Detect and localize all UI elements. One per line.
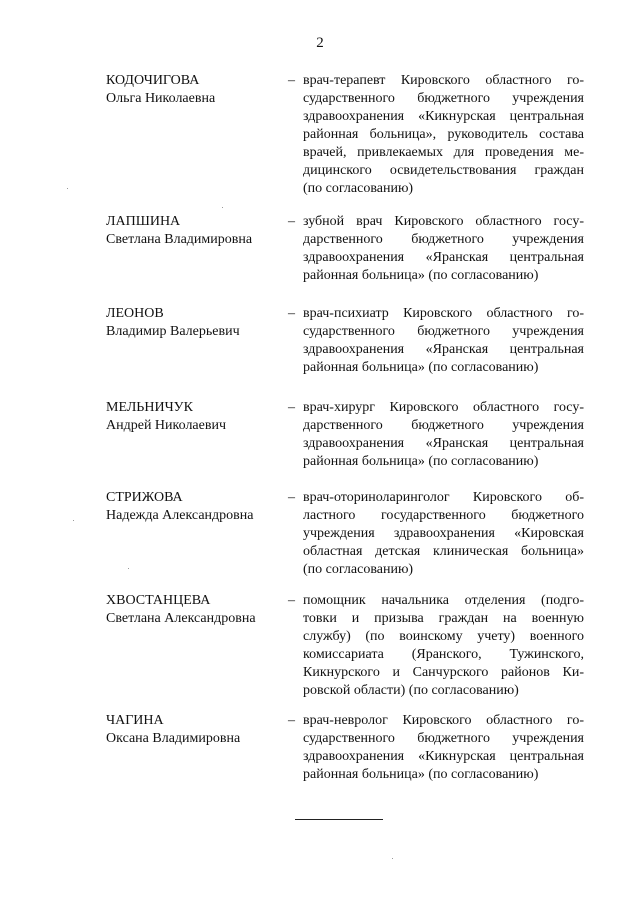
member-name [106,72,281,108]
member-surname: СТРИЖОВА [106,490,183,505]
role-line: учреждения здравоохранения «Кировская [303,526,584,541]
member-role [303,712,584,784]
role-line: дарственного бюджетного учреждения [303,232,584,247]
member-name [106,592,281,628]
role-line: сударственного бюджетного учреждения [303,91,584,106]
role-line: районная больница» (по согласованию) [303,268,539,283]
role-line: ластного государственного бюджетного [303,508,584,523]
scan-speck [392,858,393,859]
member-surname: ЧАГИНА [106,713,164,728]
role-line: сударственного бюджетного учреждения [303,324,584,339]
member-given-name: Оксана Владимировна [106,731,241,746]
role-line: врач-невролог Кировского областного го- [303,713,584,728]
member-given-name: Владимир Валерьевич [106,324,240,339]
role-line: врач-хирург Кировского областного госу- [303,400,584,415]
member-name [106,399,281,435]
separator-dash: – [288,73,295,88]
member-given-name: Надежда Александровна [106,508,254,523]
member-role [303,592,584,700]
member-surname: ЛЕОНОВ [106,306,164,321]
role-line: врачей, привлекаемых для проведения ме- [303,145,584,160]
member-name [106,712,281,748]
role-line: здравоохранения «Яранская центральная [303,436,584,451]
member-given-name: Андрей Николаевич [106,418,226,433]
scan-speck [73,520,74,521]
role-line: сударственного бюджетного учреждения [303,731,584,746]
separator-dash: – [288,593,295,608]
member-name [106,489,281,525]
role-line: врач-терапевт Кировского областного го- [303,73,584,88]
role-line: врач-оториноларинголог Кировского об- [303,490,584,505]
member-role [303,72,584,198]
role-line: районная больница» (по согласованию) [303,767,539,782]
role-line: здравоохранения «Яранская центральная [303,342,584,357]
role-line: врач-психиатр Кировского областного го- [303,306,584,321]
member-given-name: Светлана Александровна [106,611,256,626]
role-line: Кикнурского и Санчурского районов Ки- [303,665,584,680]
scan-speck [128,568,129,569]
role-line: (по согласованию) [303,181,414,196]
role-line: товки и призыва граждан на военную [303,611,584,626]
separator-dash: – [288,214,295,229]
page-number: 2 [316,35,324,51]
member-name [106,213,281,249]
role-line: (по согласованию) [303,562,414,577]
member-surname: МЕЛЬНИЧУК [106,400,193,415]
separator-dash: – [288,400,295,415]
role-line: районная больница» (по согласованию) [303,360,539,375]
member-name [106,305,281,341]
role-line: областная детская клиническая больница» [303,544,584,559]
member-surname: КОДОЧИГОВА [106,73,200,88]
role-line: комиссариата (Яранского, Тужинского, [303,647,584,662]
role-line: дарственного бюджетного учреждения [303,418,584,433]
member-given-name: Светлана Владимировна [106,232,253,247]
role-line: районная больница», руководитель состава [303,127,584,142]
member-surname: ЛАПШИНА [106,214,181,229]
role-line: помощник начальника отделения (подго- [303,593,584,608]
role-line: здравоохранения «Яранская центральная [303,250,584,265]
member-role [303,305,584,377]
separator-dash: – [288,306,295,321]
member-given-name: Ольга Николаевна [106,91,216,106]
separator-dash: – [288,713,295,728]
scan-speck [67,188,68,189]
role-line: службу) (по воинскому учету) военного [303,629,584,644]
member-role [303,489,584,579]
role-line: ровской области) (по согласованию) [303,683,519,698]
end-of-list-rule [295,819,383,820]
scan-speck [222,207,223,208]
role-line: здравоохранения «Кикнурская центральная [303,749,584,764]
role-line: районная больница» (по согласованию) [303,454,539,469]
separator-dash: – [288,490,295,505]
member-role [303,213,584,285]
member-role [303,399,584,471]
role-line: здравоохранения «Кикнурская центральная [303,109,584,124]
member-surname: ХВОСТАНЦЕВА [106,593,211,608]
role-line: зубной врач Кировского областного госу- [303,214,584,229]
role-line: дицинского освидетельствования граждан [303,163,584,178]
